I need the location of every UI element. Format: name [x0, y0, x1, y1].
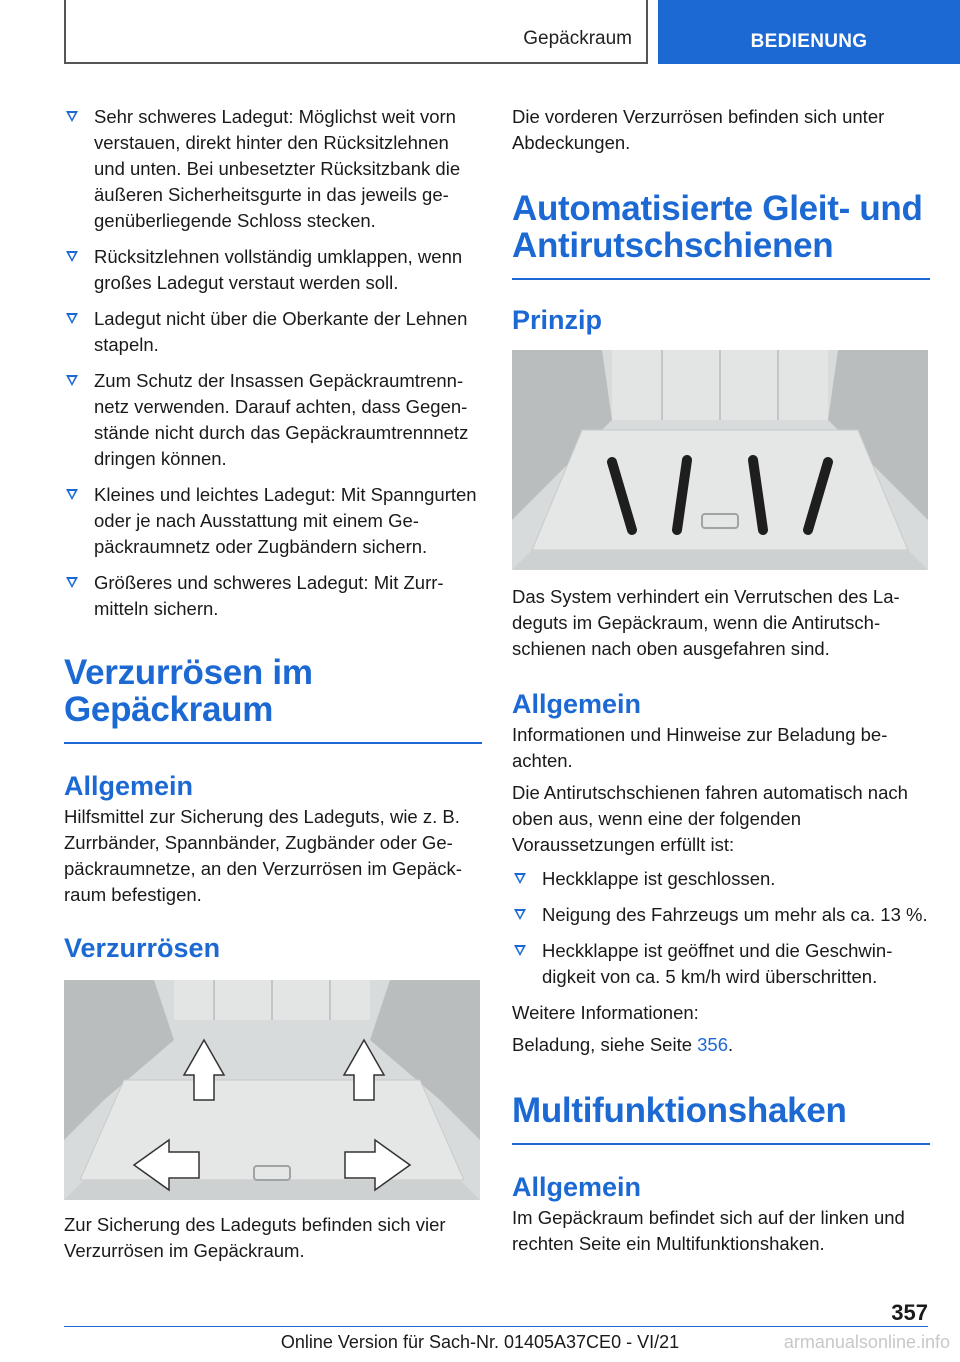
subheading-general: Allgemein — [512, 689, 642, 719]
triangle-bullet-icon — [66, 111, 78, 122]
heading-lashing-eyes: Verzurrösen im Gepäckraum — [64, 653, 313, 729]
subheading-lashing-eyes: Verzurrösen — [64, 933, 221, 963]
general-text: Hilfsmittel zur Sicherung des Ladeguts, wie z. B. Zurrbänder, Spannbänder, Zugbänder oder Gepäckraumnetze, an den Verzurrösen im Gepäckraum befestigen. — [64, 806, 462, 905]
online-version-text: Online Version für Sach-Nr. 01405A37CE0 - VI/21 — [280, 1332, 680, 1352]
triangle-bullet-icon — [514, 909, 526, 920]
lashing-eyes-figure — [64, 980, 480, 1200]
triangle-bullet-icon — [66, 375, 78, 386]
reference-line: Beladung, siehe Seite 356. — [512, 1034, 734, 1055]
list-item: Kleines und leichtes Ladegut: Mit Spanngurten oder je nach Ausstattung mit einem Gepäckraumnetz oder Zugbändern sichern. — [64, 482, 482, 560]
page-reference-link[interactable]: 356 — [697, 1034, 729, 1055]
heading-hooks: Multifunktionshaken — [512, 1091, 847, 1130]
header-section-title: Gepäckraum — [523, 28, 632, 49]
list-item: Neigung des Fahrzeugs um mehr als ca. 13 %. — [512, 902, 930, 928]
rails-illustration — [512, 350, 928, 570]
footer-rule — [64, 1326, 928, 1327]
subheading-general: Allgemein — [512, 1172, 642, 1202]
trunk-illustration — [64, 980, 480, 1200]
list-item: Größeres und schweres Ladegut: Mit Zurrmitteln sichern. — [64, 570, 482, 622]
list-item: Zum Schutz der Insassen Gepäckraumtrennnetz verwenden. Darauf achten, dass Gegenstände nicht durch das Gepäckraumtrennnetz dringen können. — [64, 368, 482, 472]
triangle-bullet-icon — [514, 945, 526, 956]
list-item: Heckklappe ist geschlossen. — [512, 866, 930, 892]
heading-rails: Automatisierte Gleit- und Antirutschschienen — [512, 189, 923, 265]
list-item: Rücksitzlehnen vollständig umklappen, wenn großes Ladegut verstaut werden soll. — [64, 244, 482, 296]
principle-text: Das System verhindert ein Verrutschen des Ladeguts im Gepäckraum, wenn die Antirutschschienen nach oben ausgefahren sind. — [512, 586, 900, 659]
list-item: Heckklappe ist geöffnet und die Geschwindigkeit von ca. 5 km/h wird überschritten. — [512, 938, 930, 990]
right-column — [512, 104, 930, 1257]
loading-tips-list — [64, 104, 482, 622]
list-item: Sehr schweres Ladegut: Möglichst weit vorn verstauen, direkt hinter den Rücksitzlehnen und unten. Bei unbesetzter Rücksitzbank die äußeren Sicherheitsgurte in das jeweils gegenüberliegende Schloss stecken. — [64, 104, 482, 234]
triangle-bullet-icon — [66, 489, 78, 500]
triangle-bullet-icon — [66, 251, 78, 262]
hooks-text: Im Gepäckraum befindet sich auf der linken und rechten Seite ein Multifunktionshaken. — [512, 1207, 905, 1254]
triangle-bullet-icon — [66, 313, 78, 324]
triangle-bullet-icon — [66, 577, 78, 588]
header-section-box — [64, 0, 648, 64]
header-chapter-tab[interactable]: BEDIENUNG — [658, 0, 960, 64]
list-item: Ladegut nicht über die Oberkante der Lehnen stapeln. — [64, 306, 482, 358]
rails-figure — [512, 350, 928, 570]
general-text-2: Die Antirutschschienen fahren automatisch nach oben aus, wenn eine der folgenden Voraussetzungen erfüllt ist: — [512, 782, 908, 855]
page-number: 357 — [891, 1300, 928, 1325]
subheading-principle: Prinzip — [512, 305, 603, 335]
conditions-list — [512, 866, 930, 990]
general-text-1: Informationen und Hinweise zur Beladung beachten. — [512, 724, 888, 771]
intro-text: Die vorderen Verzurrösen befinden sich unter Abdeckungen. — [512, 106, 885, 153]
left-column — [64, 104, 482, 1264]
triangle-bullet-icon — [514, 873, 526, 884]
watermark: armanualsonline.info — [783, 1332, 950, 1352]
more-info-label: Weitere Informationen: — [512, 1002, 699, 1023]
subheading-general: Allgemein — [64, 771, 194, 801]
lashing-eyes-caption: Zur Sicherung des Ladeguts befinden sich vier Verzurrösen im Gepäckraum. — [64, 1214, 446, 1261]
